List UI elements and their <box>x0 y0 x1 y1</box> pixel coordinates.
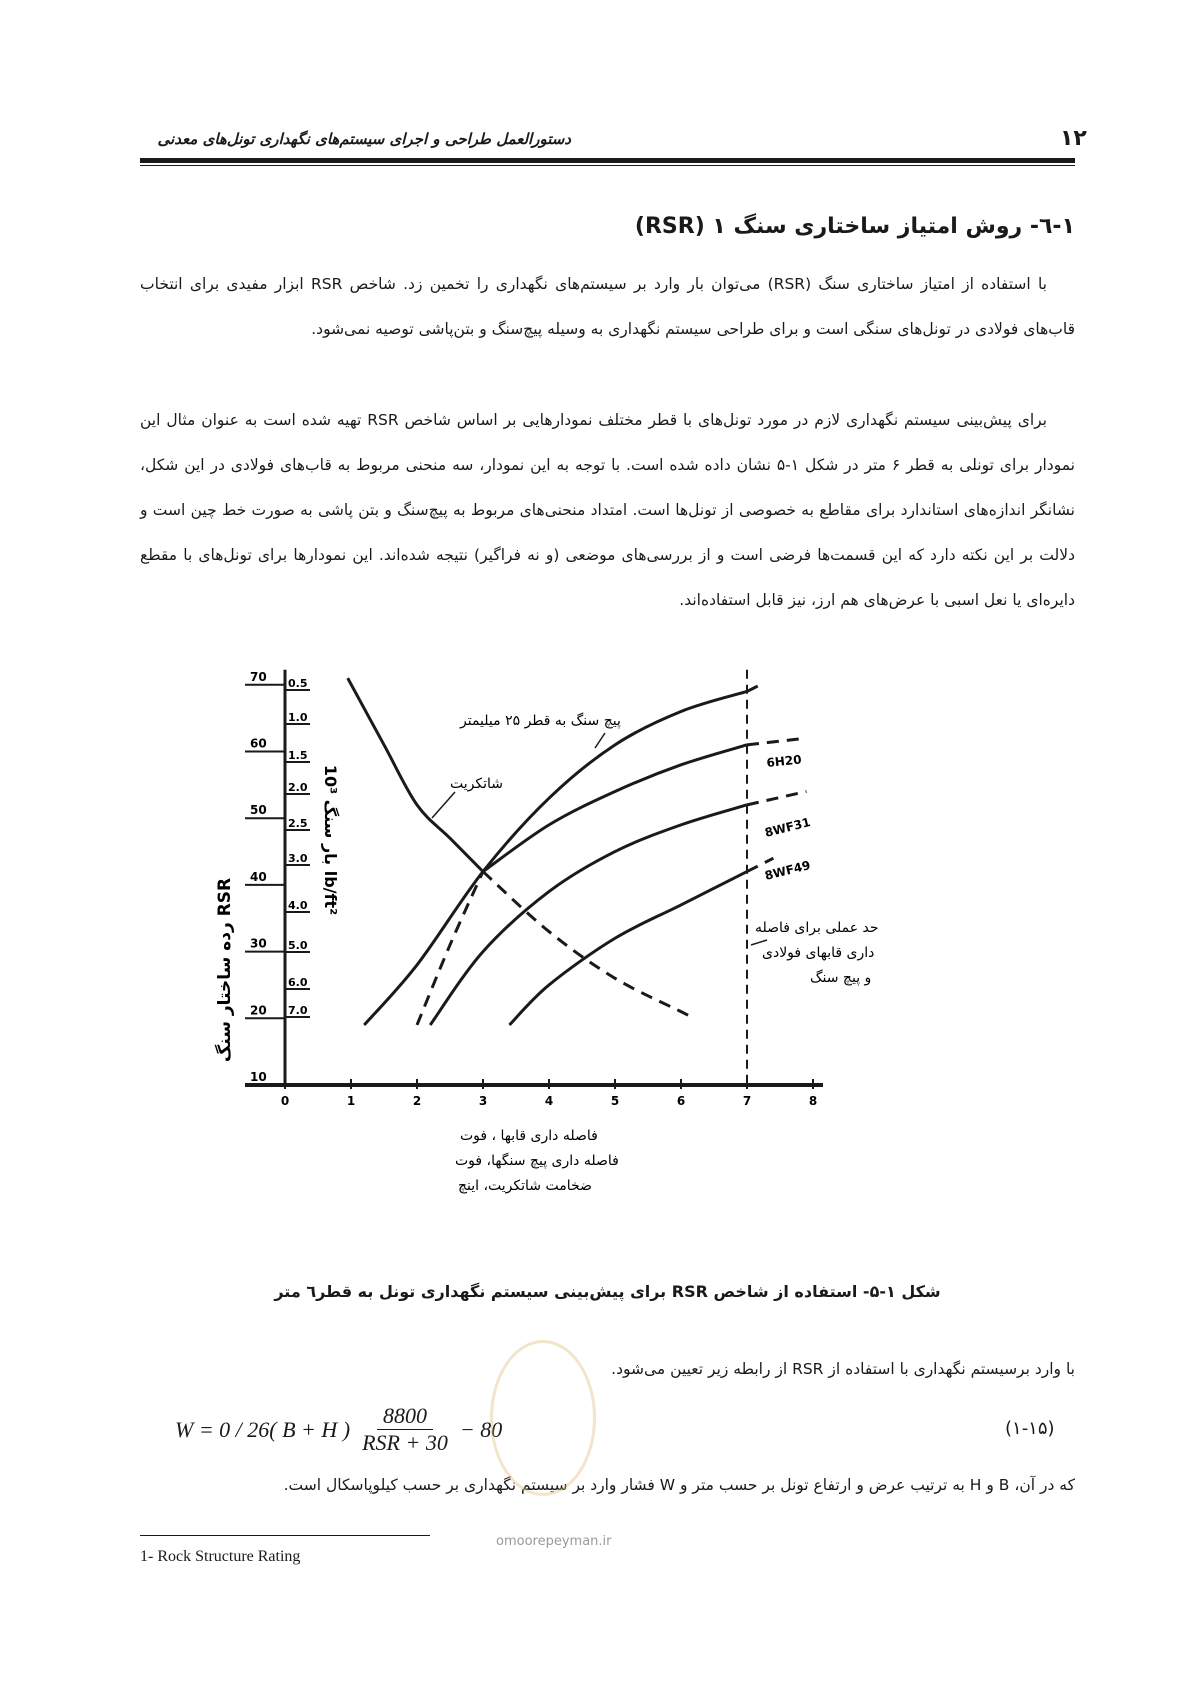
paragraph-text: برای پیش‌بینی سیستم نگهداری لازم در مورد تونل‌های با قطر مختلف نمودارهایی بر اساس شاخص RSR تهیه شده است به عنوان مثال این نمودار برای تونلی به قطر ۶ متر در شکل ۱-۵ نشان داده شده است. با توجه به این نمودار، سه منحنی مربوط به قاب‌های فولادی در این شکل، نشانگر اندازه‌های استاندارد برای مقاطع به خصوصی از تونل‌ها است. امتداد منحنی‌های مربوط به پیچ‌سنگ و بتن پاشی به صورت خط چین است و دلالت بر این نکته دارد که این قسمت‌ها فرضی است و از بررسی‌های موضعی (و نه فراگیر) نتیجه شده‌اند. این نمودارها برای تونل‌های با مقطع دایره‌ای یا نعل اسبی با عرض‌های هم ارز، نیز قابل استفاده‌اند. <box>140 411 1075 609</box>
equation-fraction <box>356 1403 454 1456</box>
series-line <box>747 738 806 745</box>
x-tick-label: 8 <box>808 1094 818 1108</box>
load-tick-label: 5.0 <box>288 939 308 952</box>
x-tick-label: 0 <box>280 1094 290 1108</box>
x-tick-label: 5 <box>610 1094 620 1108</box>
chart-series <box>348 678 807 1025</box>
series-line <box>747 792 806 805</box>
equation-denominator: RSR + 30 <box>362 1430 448 1455</box>
x-tick-label: 2 <box>412 1094 422 1108</box>
equation-intro: با وارد برسیستم نگهداری با استفاده از RSR از رابطه زیر تعیین می‌شود. <box>611 1360 1075 1378</box>
chart-labels <box>214 712 879 1194</box>
load-tick-label: 6.0 <box>288 976 308 989</box>
header-rule <box>140 158 1075 163</box>
paragraph-2 <box>140 398 1075 623</box>
load-tick-label: 1.5 <box>288 749 308 762</box>
equation-number: (۱-۱۵) <box>1005 1418 1055 1439</box>
header-rule-thin <box>140 165 1075 166</box>
rsr-tick-label: 30 <box>250 936 267 951</box>
series-label-8wf49: 8WF49 <box>763 858 812 883</box>
rsr-tick-label: 40 <box>250 869 267 884</box>
rsr-tick-label: 70 <box>250 669 267 684</box>
footnote-rule <box>140 1535 430 1536</box>
running-header-title: دستورالعمل طراحی و اجرای سیستم‌های نگهداری تونل‌های معدنی <box>157 130 571 148</box>
equation <box>175 1403 502 1456</box>
equation-numerator: 8800 <box>377 1403 433 1430</box>
load-tick-label: 3.0 <box>288 852 308 865</box>
rsr-tick-label: 50 <box>250 803 267 818</box>
series-line <box>430 805 747 1025</box>
series-label-8wf31: 8WF31 <box>763 815 812 840</box>
series-line <box>364 691 747 1025</box>
limit-label-2: داری قابهای فولادی <box>762 945 875 961</box>
equation-explanation: که در آن، B و H به ترتیب عرض و ارتفاع تونل بر حسب متر و W فشار وارد بر سیستم نگهداری بر حسب کیلوپاسکال است. <box>283 1476 1075 1494</box>
rsr-chart <box>200 669 960 1260</box>
series-line <box>417 872 483 1025</box>
equation-left: W = 0 / 26( B + H ) <box>175 1416 351 1442</box>
x-tick-label: 7 <box>742 1094 752 1108</box>
series-label-shotcrete: شاتکریت <box>450 776 503 792</box>
series-label-6h20: 6H20 <box>765 752 803 770</box>
watermark-text: omoorepeyman.ir <box>496 1534 612 1549</box>
watermark-seal <box>490 1340 596 1496</box>
x-tick-label: 4 <box>544 1094 554 1108</box>
load-tick-label: 2.5 <box>288 817 308 830</box>
load-tick-label: 0.5 <box>288 677 308 690</box>
figure-caption: شکل ۱-۵- استفاده از شاخص RSR برای پیش‌بینی سیستم نگهداری تونل به قطر٦ متر <box>274 1282 941 1301</box>
x-tick-label: 6 <box>676 1094 686 1108</box>
rsr-tick-label: 60 <box>250 736 267 751</box>
bolt-label-leader <box>595 733 605 748</box>
series-line <box>747 685 760 692</box>
load-tick-label: 7.0 <box>288 1004 308 1017</box>
series-line <box>348 678 483 871</box>
load-tick-label: 2.0 <box>288 781 308 794</box>
series-line <box>483 872 694 1019</box>
x-axis-label-frames: فاصله داری قابها ، فوت <box>460 1128 598 1144</box>
page-number: ۱۲ <box>1060 126 1087 151</box>
limit-label-1: حد عملی برای فاصله <box>755 920 879 936</box>
shotcrete-label-leader <box>432 792 455 818</box>
paragraph-text: با استفاده از امتیاز ساختاری سنگ (RSR) می‌توان بار وارد بر سیستم‌های نگهداری را تخمین زد. شاخص RSR ابزار مفیدی برای انتخاب قاب‌های فولادی در تونل‌های سنگی است و برای طراحی سیستم نگهداری به وسیله پیچ‌سنگ و بتن‌پاشی توصیه نمی‌شود. <box>140 275 1075 338</box>
rsr-tick-label: 10 <box>250 1070 267 1084</box>
rsr-tick-label: 20 <box>250 1003 267 1018</box>
limit-label-3: و پیچ سنگ <box>810 970 872 986</box>
x-tick-label: 3 <box>478 1094 488 1108</box>
series-label-bolt: پیچ سنگ به قطر ۲۵ میلیمتر <box>460 713 621 729</box>
equation-right: − 80 <box>459 1416 503 1442</box>
x-axis-label-shotcrete: ضخامت شاتکریت، اینچ <box>458 1178 592 1194</box>
load-tick-label: 4.0 <box>288 899 308 912</box>
x-tick-label: 1 <box>346 1094 356 1108</box>
paragraph-1 <box>140 262 1075 352</box>
load-axis-label: بار سنگ 10³ lb/ft² <box>321 764 340 916</box>
x-axis-label-bolts: فاصله داری پیچ سنگها، فوت <box>455 1153 619 1169</box>
rsr-axis-label: رده ساختار سنگ RSR <box>215 877 235 1063</box>
footnote: 1- Rock Structure Rating <box>140 1548 301 1565</box>
section-heading: ۱-٦- روش امتیاز ساختاری سنگ ۱ (RSR) <box>634 214 1075 239</box>
load-tick-label: 1.0 <box>288 711 308 724</box>
